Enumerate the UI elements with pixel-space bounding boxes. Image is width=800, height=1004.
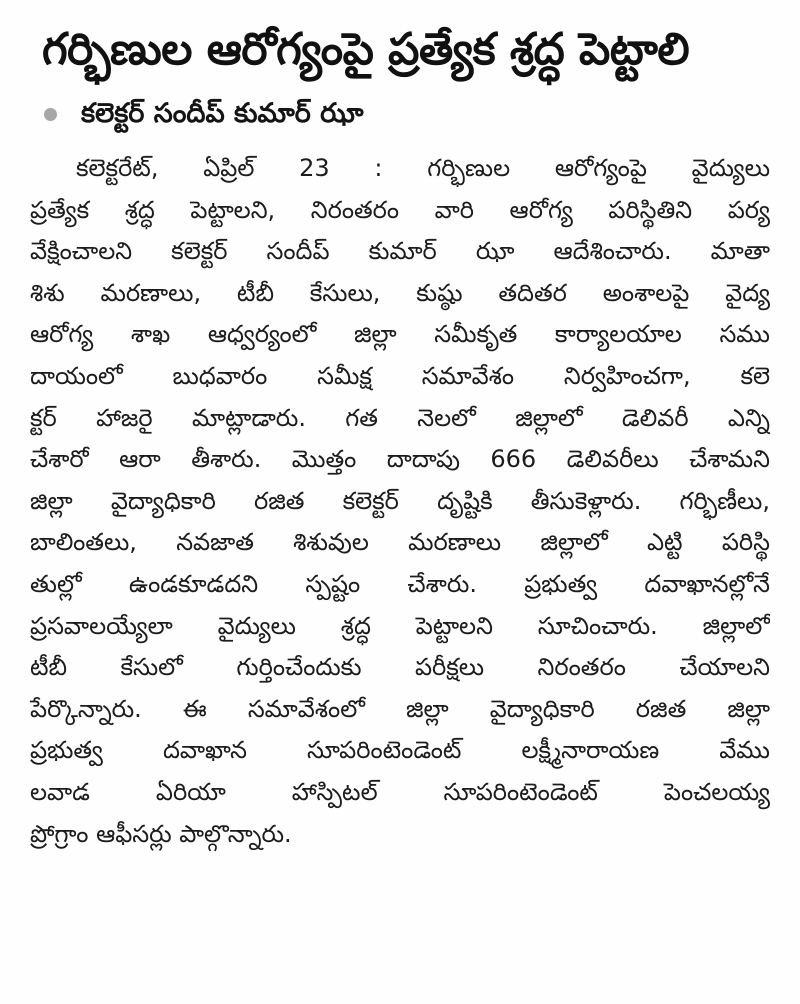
body-line: కలెక్టరేట్, ఏప్రిల్ 23 : గర్భిణుల ఆరోగ్యంపై వైద్యులు: [76, 154, 770, 182]
body-line: ప్రసవాలయ్యేలా వైద్యులు శ్రద్ధ పెట్టాలని సూచించారు. జిల్లాలో: [30, 611, 770, 640]
body-line: వేక్షించాలని కలెక్టర్ సందీప్ కుమార్ ఝా ఆదేశించారు. మాతా: [30, 237, 770, 266]
subheadline-text: కలెక్టర్ సందీప్ కుమార్ ఝా: [81, 98, 364, 129]
article-body: [30, 148, 770, 855]
article-subheadline: [44, 94, 770, 134]
body-line: టీబీ కేసులో గుర్తించేందుకు పరీక్షలు నిరంతరం చేయాలని: [30, 653, 770, 682]
body-line: చేశారో ఆరా తీశారు. మొత్తం దాదాపు 666 డెలివరీలు చేశామని: [30, 445, 770, 474]
body-line: జిల్లా వైద్యాధికారి రజిత కలెక్టర్ దృష్టికి తీసుకెళ్లారు. గర్భిణీలు,: [30, 486, 770, 515]
body-line: దాయంలో బుధవారం సమీక్ష సమావేశం నిర్వహించగా, కలె: [30, 361, 770, 390]
body-line: క్టర్ హాజరై మాట్లాడారు. గత నెలలో జిల్లాలో డెలివరీ ఎన్ని: [30, 403, 770, 432]
body-line: లవాడ ఏరియా హాస్పిటల్ సూపరింటెండెంట్ పెంచలయ్య: [30, 777, 770, 806]
body-line: తుల్లో ఉండకూడదని స్పష్టం చేశారు. ప్రభుత్వ దవాఖానల్లోనే: [30, 569, 770, 598]
article-headline: గర్భిణుల ఆరోగ్యంపై ప్రత్యేక శ్రద్ధ పెట్టాలి: [42, 24, 690, 75]
bullet-icon: [44, 108, 57, 121]
body-line: ప్రత్యేక శ్రద్ధ పెట్టాలని, నిరంతరం వారి ఆరోగ్య పరిస్థితిని పర్య: [30, 195, 770, 224]
body-line: ఆరోగ్య శాఖ ఆధ్వర్యంలో జిల్లా సమీకృత కార్యాలయాల సము: [30, 320, 770, 349]
body-line: ప్రభుత్వ దవాఖాన సూపరింటెండెంట్ లక్ష్మీనారాయణ వేము: [30, 736, 770, 765]
body-line: ప్రోగ్రాం ఆఫీసర్లు పాల్గొన్నారు.: [30, 819, 292, 848]
body-line: బాలింతలు, నవజాత శిశువుల మరణాలు జిల్లాలో ఎట్టి పరిస్థి: [30, 528, 770, 557]
body-line: శిశు మరణాలు, టీబీ కేసులు, కుష్ఠు తదితర అంశాలపై వైద్య: [30, 278, 770, 307]
body-line: పేర్కొన్నారు. ఈ సమావేశంలో జిల్లా వైద్యాధికారి రజిత జిల్లా: [30, 694, 770, 723]
